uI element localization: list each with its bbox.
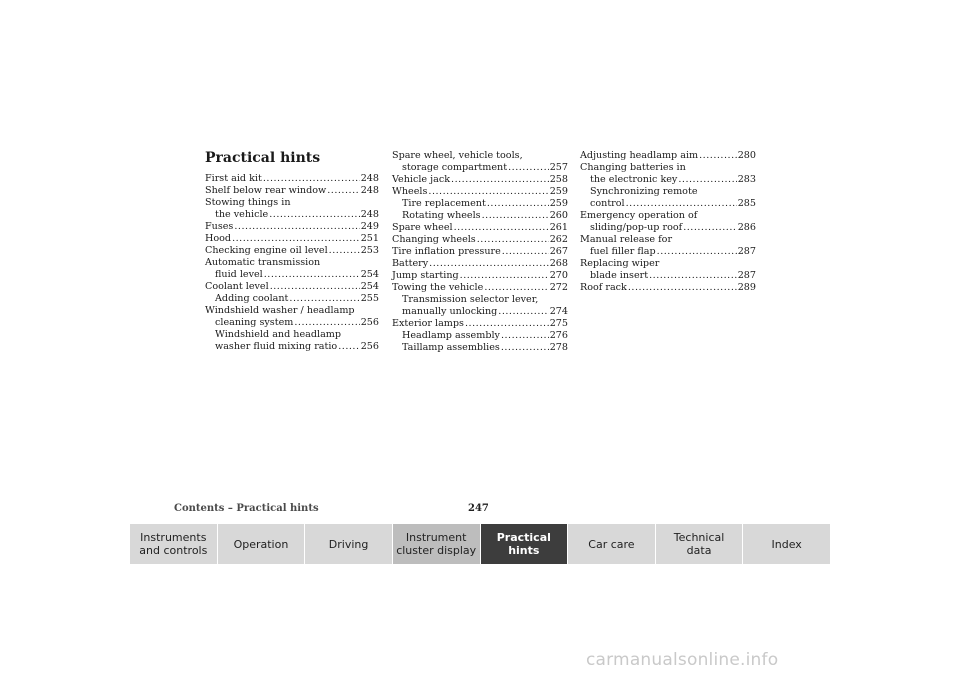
leader-dots (498, 306, 548, 318)
toc-entry-label: Adjusting headlamp aim (580, 150, 699, 161)
leader-dots (683, 222, 737, 234)
toc-entry-label: Shelf below rear window (205, 185, 327, 196)
nav-tab-instrument-cluster-display[interactable]: Instrument cluster display (393, 524, 481, 564)
toc-page-number: 272 (549, 282, 568, 293)
toc-entry[interactable] (205, 233, 379, 245)
leader-dots (269, 209, 359, 221)
leader-dots (327, 185, 359, 197)
toc-entry-label: fuel filler flap (590, 246, 656, 257)
toc-entry-label: Towing the vehicle (392, 282, 484, 293)
toc-entry[interactable] (392, 258, 568, 270)
leader-dots (429, 258, 549, 270)
toc-entry-label: storage compartment (402, 162, 508, 173)
leader-dots (234, 221, 359, 233)
toc-entry[interactable] (205, 173, 379, 185)
leader-dots (338, 341, 359, 353)
nav-tab-car-care[interactable]: Car care (568, 524, 656, 564)
toc-entry-label: Transmission selector lever, (402, 294, 539, 305)
toc-entry-label: Replacing wiper (580, 258, 660, 269)
leader-dots (501, 330, 549, 342)
leader-dots (649, 270, 737, 282)
toc-entry-label: Vehicle jack (392, 174, 451, 185)
toc-entry-label: First aid kit (205, 173, 262, 184)
toc-entry-label: manually unlocking (402, 306, 498, 317)
toc-page-number: 258 (549, 174, 568, 185)
toc-entry-label: Stowing things in (205, 197, 291, 208)
toc-page-number: 276 (549, 330, 568, 341)
leader-dots (508, 162, 549, 174)
toc-entry[interactable] (205, 257, 379, 281)
nav-tab-operation[interactable]: Operation (218, 524, 306, 564)
leader-dots (232, 233, 360, 245)
toc-entry[interactable] (392, 198, 568, 210)
toc-entry[interactable] (580, 186, 756, 210)
leader-dots (501, 342, 549, 354)
toc-entry[interactable] (392, 330, 568, 342)
toc-list-2 (392, 150, 568, 354)
leader-dots (270, 281, 360, 293)
toc-entry[interactable] (392, 282, 568, 294)
toc-entry-label: Windshield washer / headlamp (205, 305, 355, 316)
leader-dots (263, 173, 360, 185)
toc-entry[interactable] (205, 221, 379, 233)
toc-page-number: 254 (360, 281, 379, 292)
toc-entry[interactable] (392, 186, 568, 198)
toc-page-number: 256 (360, 317, 379, 328)
toc-page-number: 259 (549, 186, 568, 197)
toc-entry[interactable] (392, 210, 568, 222)
toc-entry-label: Tire replacement (402, 198, 486, 209)
toc-page-number: 257 (549, 162, 568, 173)
toc-entry-label: Manual release for (580, 234, 673, 245)
leader-dots (264, 269, 360, 281)
toc-list-1 (205, 173, 379, 353)
toc-entry[interactable] (580, 282, 756, 294)
toc-entry-label: blade insert (590, 270, 649, 281)
nav-tab-instruments-and-controls[interactable]: Instruments and controls (130, 524, 218, 564)
nav-tab-practical-hints[interactable]: Practical hints (481, 524, 569, 564)
toc-entry[interactable] (205, 185, 379, 197)
leader-dots (460, 270, 549, 282)
toc-list-3 (580, 150, 756, 294)
toc-entry[interactable] (392, 222, 568, 234)
toc-entry-label: Exterior lamps (392, 318, 464, 329)
toc-entry-label: Checking engine oil level (205, 245, 328, 256)
toc-page-number: 249 (360, 221, 379, 232)
leader-dots (678, 174, 736, 186)
leader-dots (289, 293, 359, 305)
toc-entry[interactable] (205, 293, 379, 305)
toc-entry-label: Hood (205, 233, 232, 244)
toc-page-number: 256 (360, 341, 379, 352)
toc-entry-label: the electronic key (590, 174, 678, 185)
toc-page-number: 289 (737, 282, 756, 293)
leader-dots (329, 245, 360, 257)
toc-page-number: 267 (549, 246, 568, 257)
leader-dots (502, 246, 549, 258)
leader-dots (465, 318, 549, 330)
toc-page-number: 280 (737, 150, 756, 161)
leader-dots (657, 246, 737, 258)
toc-entry[interactable] (205, 197, 379, 221)
toc-page-number: 255 (360, 293, 379, 304)
section-nav (130, 524, 830, 564)
leader-dots (484, 282, 548, 294)
toc-entry-label: Changing wheels (392, 234, 476, 245)
toc-entry[interactable] (392, 174, 568, 186)
toc-entry-label: Emergency operation of (580, 210, 698, 221)
toc-entry-label: sliding/pop-up roof (590, 222, 683, 233)
toc-entry-label: control (590, 198, 625, 209)
toc-entry[interactable] (392, 294, 568, 318)
toc-entry-label: Fuses (205, 221, 234, 232)
toc-entry[interactable] (392, 150, 568, 174)
toc-page-number: 274 (549, 306, 568, 317)
toc-entry[interactable] (392, 246, 568, 258)
toc-entry-label: washer fluid mixing ratio (215, 341, 338, 352)
toc-entry-label: Tire inflation pressure (392, 246, 501, 257)
toc-entry[interactable] (580, 210, 756, 234)
toc-page-number: 283 (737, 174, 756, 185)
toc-entry[interactable] (580, 258, 756, 282)
toc-page-number: 248 (360, 209, 379, 220)
toc-page-number: 254 (360, 269, 379, 280)
toc-page-number: 275 (549, 318, 568, 329)
toc-entry-label: cleaning system (215, 317, 294, 328)
toc-entry-label: Coolant level (205, 281, 269, 292)
column-2 (392, 150, 568, 354)
toc-entry[interactable] (580, 162, 756, 186)
toc-entry-label: Battery (392, 258, 429, 269)
leader-dots (626, 198, 737, 210)
toc-entry[interactable] (392, 270, 568, 282)
toc-page-number: 270 (549, 270, 568, 281)
toc-entry-label: Synchronizing remote (590, 186, 698, 197)
toc-page-number: 259 (549, 198, 568, 209)
leader-dots (451, 174, 549, 186)
toc-entry-label: the vehicle (215, 209, 269, 220)
toc-page-number: 253 (360, 245, 379, 256)
nav-tab-technical-data[interactable]: Technical data (656, 524, 744, 564)
toc-entry-label: Headlamp assembly (402, 330, 500, 341)
leader-dots (454, 222, 549, 234)
nav-tab-driving[interactable]: Driving (305, 524, 393, 564)
toc-page-number: 260 (549, 210, 568, 221)
toc-entry-label: Automatic transmission (205, 257, 321, 268)
column-3 (580, 150, 756, 294)
toc-page-number: 248 (360, 185, 379, 196)
toc-page-number: 285 (737, 198, 756, 209)
nav-tab-index[interactable]: Index (743, 524, 830, 564)
leader-dots (477, 234, 549, 246)
toc-page-number: 278 (549, 342, 568, 353)
footer-title: Contents – Practical hints (174, 503, 319, 514)
leader-dots (487, 198, 549, 210)
toc-entry-label: Changing batteries in (580, 162, 686, 173)
leader-dots (699, 150, 737, 162)
toc-entry-label: Rotating wheels (402, 210, 481, 221)
toc-entry-label: Spare wheel (392, 222, 453, 233)
page-number: 247 (468, 503, 489, 514)
toc-page-number: 251 (360, 233, 379, 244)
toc-entry[interactable] (392, 318, 568, 330)
toc-entry[interactable] (392, 342, 568, 354)
toc-entry-label: Roof rack (580, 282, 627, 293)
toc-entry[interactable] (205, 245, 379, 257)
toc-page-number: 287 (737, 270, 756, 281)
toc-entry[interactable] (392, 234, 568, 246)
toc-entry[interactable] (205, 329, 379, 353)
toc-page-number: 287 (737, 246, 756, 257)
toc-page-number: 262 (549, 234, 568, 245)
column-1 (205, 149, 379, 353)
toc-entry[interactable] (580, 150, 756, 162)
toc-entry-label: Wheels (392, 186, 428, 197)
toc-page-number: 248 (360, 173, 379, 184)
toc-entry-label: Taillamp assemblies (402, 342, 500, 353)
leader-dots (294, 317, 359, 329)
toc-page-number: 261 (549, 222, 568, 233)
toc-entry-label: Windshield and headlamp (215, 329, 342, 340)
leader-dots (428, 186, 548, 198)
toc-entry[interactable] (205, 281, 379, 293)
toc-page-number: 268 (549, 258, 568, 269)
toc-entry-label: Spare wheel, vehicle tools, (392, 150, 523, 161)
toc-page-number: 286 (737, 222, 756, 233)
section-title: Practical hints (205, 150, 321, 166)
toc-entry[interactable] (205, 305, 379, 329)
leader-dots (628, 282, 737, 294)
toc-entry-label: fluid level (215, 269, 263, 280)
toc-entry-label: Adding coolant (215, 293, 289, 304)
leader-dots (482, 210, 549, 222)
toc-entry[interactable] (580, 234, 756, 258)
toc-entry-label: Jump starting (392, 270, 459, 281)
watermark: carmanualsonline.info (586, 650, 779, 670)
